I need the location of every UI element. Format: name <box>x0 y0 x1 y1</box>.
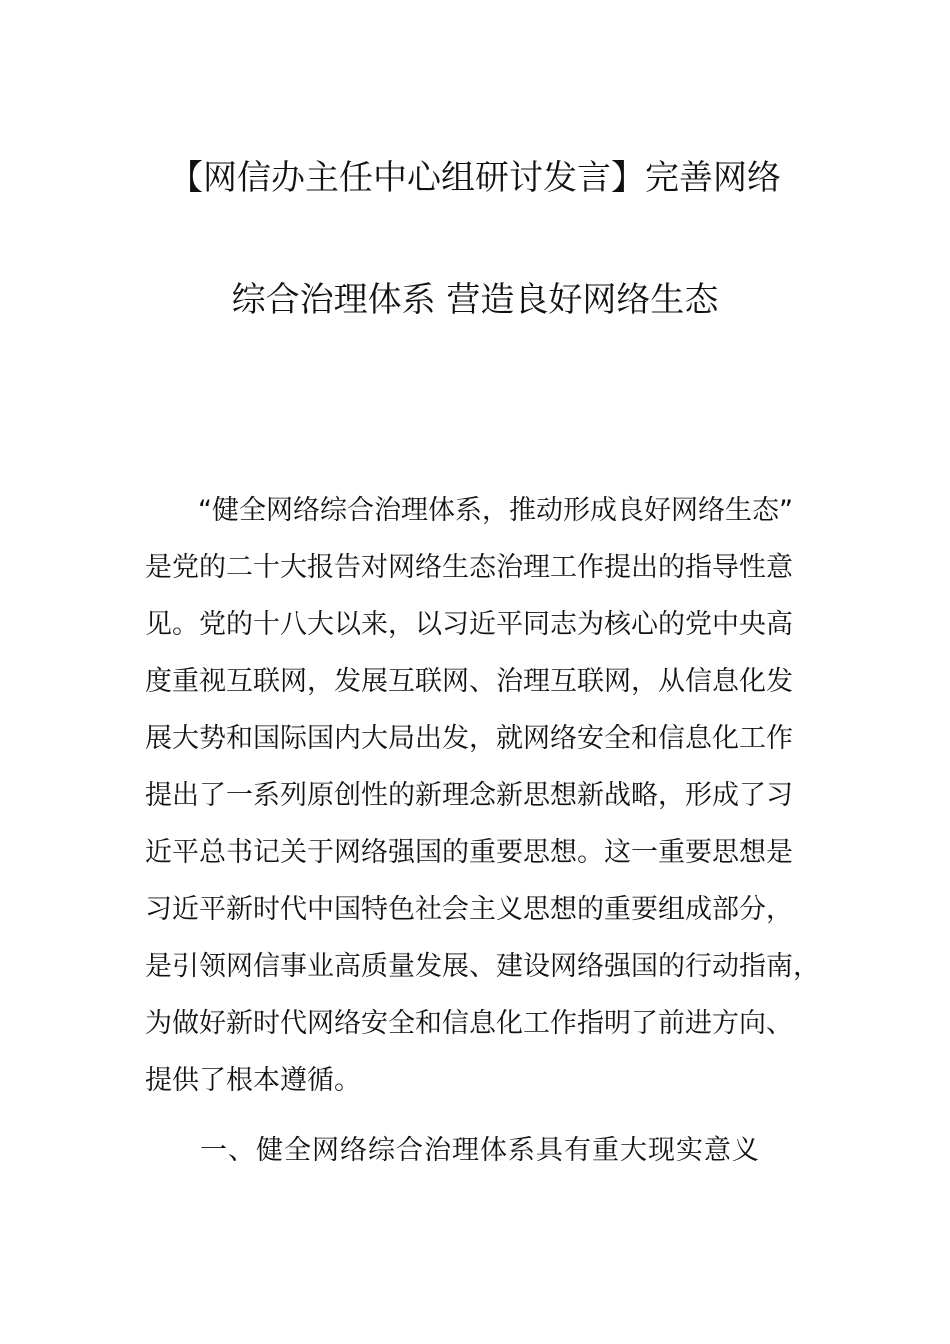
paragraph-line-7: 近平总书记关于网络强国的重要思想。这一重要思想是 <box>145 837 793 868</box>
paragraph-line-11: 提供了根本遵循。 <box>145 1065 361 1096</box>
section-heading: 一、健全网络综合治理体系具有重大现实意义 <box>200 1135 760 1166</box>
paragraph-line-6: 提出了一系列原创性的新理念新思想新战略，形成了习 <box>145 780 793 811</box>
paragraph-line-9: 是引领网信事业高质量发展、建设网络强国的行动指南， <box>145 951 820 982</box>
paragraph-line-4: 度重视互联网，发展互联网、治理互联网，从信息化发 <box>145 666 793 697</box>
paragraph-line-1: “健全网络综合治理体系，推动形成良好网络生态” <box>198 495 793 526</box>
paragraph-line-2: 是党的二十大报告对网络生态治理工作提出的指导性意 <box>145 552 793 583</box>
paragraph-line-10: 为做好新时代网络安全和信息化工作指明了前进方向、 <box>145 1008 793 1039</box>
paragraph-line-8: 习近平新时代中国特色社会主义思想的重要组成部分， <box>145 894 793 925</box>
paragraph-line-3: 见。党的十八大以来，以习近平同志为核心的党中央高 <box>145 609 793 640</box>
document-title-line-2: 综合治理体系 营造良好网络生态 <box>231 280 719 320</box>
document-title-line-1: 【网信办主任中心组研讨发言】完善网络 <box>169 158 781 198</box>
paragraph-line-5: 展大势和国际国内大局出发，就网络安全和信息化工作 <box>145 723 793 754</box>
